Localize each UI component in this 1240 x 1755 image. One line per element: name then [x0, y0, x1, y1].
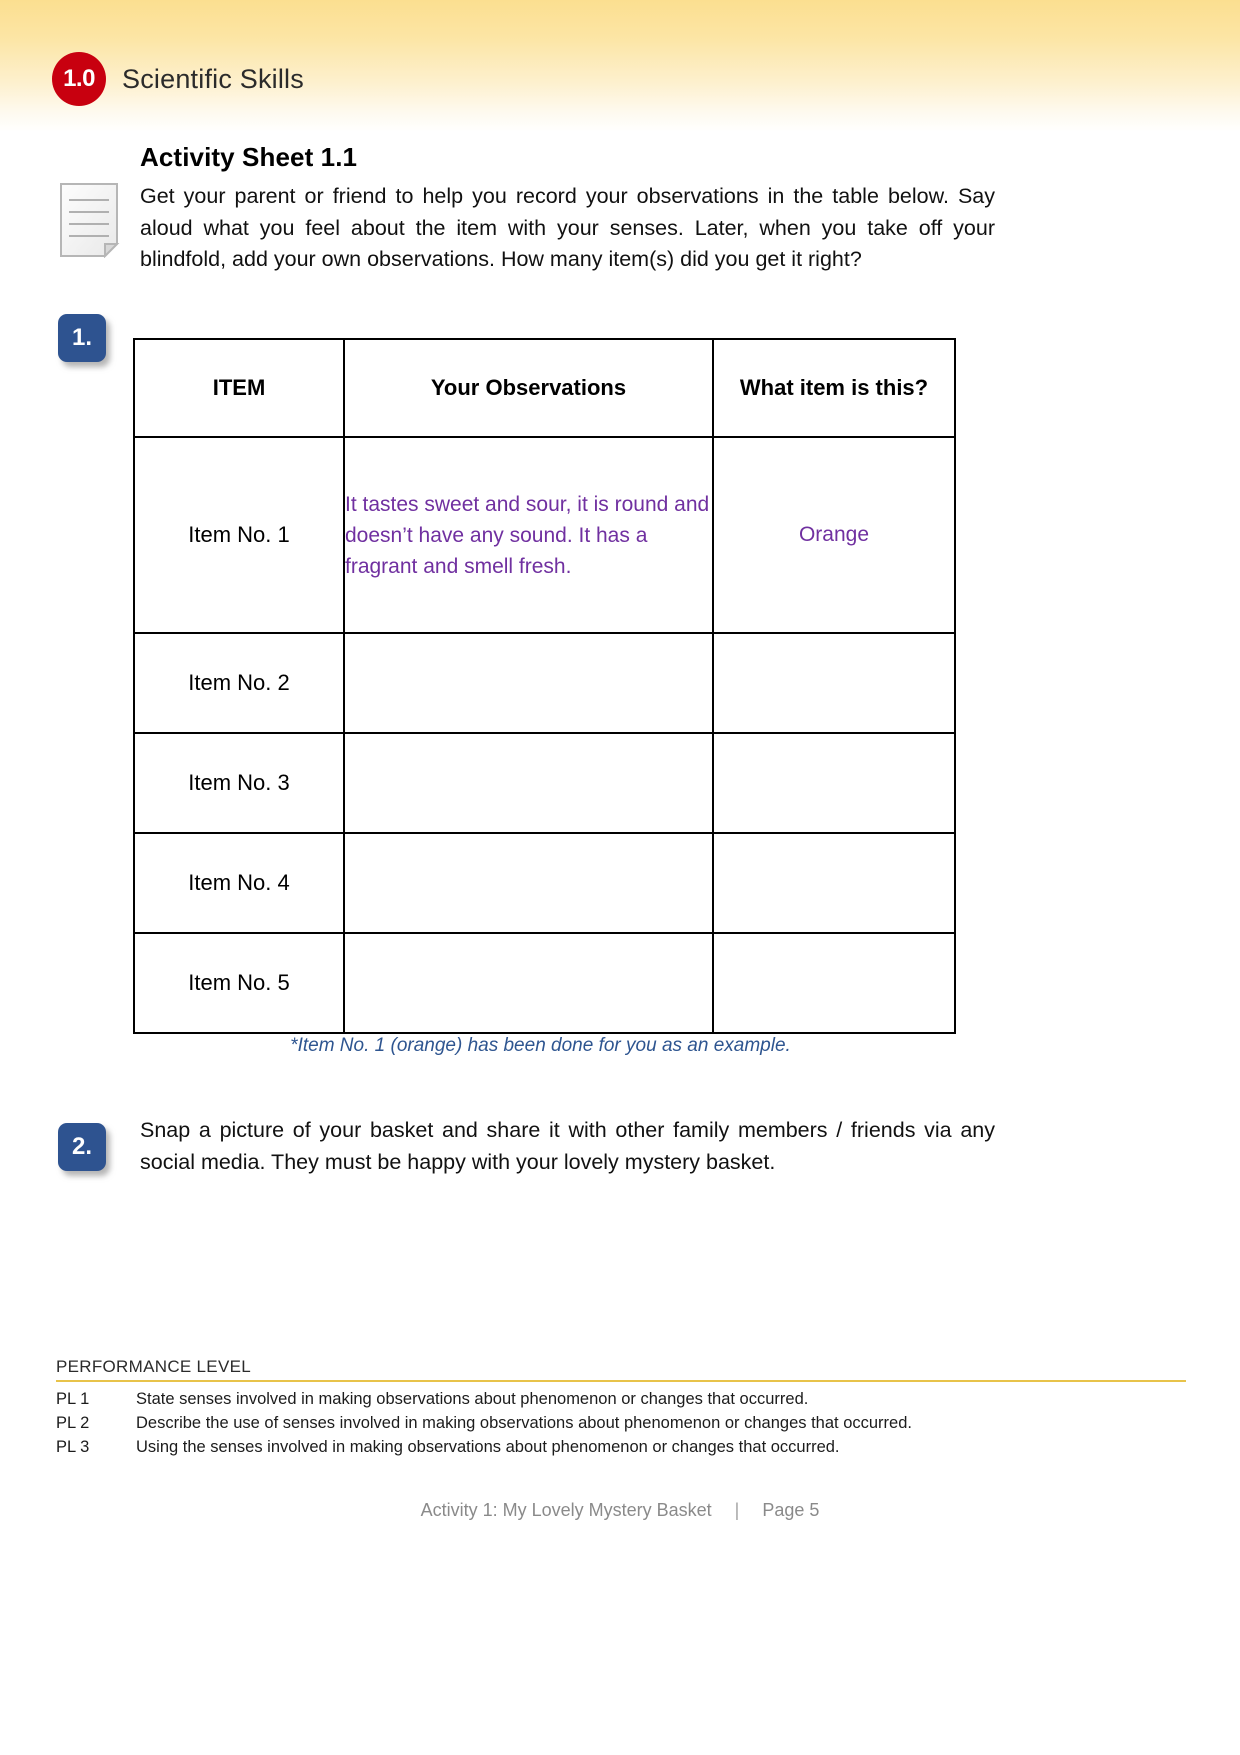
footer-activity-label: Activity 1: My Lovely Mystery Basket: [420, 1500, 712, 1520]
performance-level-description: State senses involved in making observations about phenomenon or changes that occurred.: [136, 1390, 809, 1408]
table-row: [134, 437, 955, 633]
page-footer: [0, 1500, 1240, 1521]
table-header-row: [134, 339, 955, 437]
activity-sheet-intro: [140, 142, 995, 276]
step-2-paragraph: Snap a picture of your basket and share it with other family members / friends via any social media. They must be happy with your lovely mystery basket.: [140, 1118, 995, 1174]
cell-answer[interactable]: [713, 933, 955, 1033]
performance-level-description: Using the senses involved in making observations about phenomenon or changes that occurred.: [136, 1438, 840, 1456]
cell-observations[interactable]: It tastes sweet and sour, it is round and doesn’t have any sound. It has a fragrant and smell fresh.: [344, 437, 713, 633]
chapter-title: Scientific Skills: [122, 63, 304, 94]
cell-answer[interactable]: [713, 833, 955, 933]
step-2-badge: 2.: [58, 1123, 106, 1171]
cell-observations[interactable]: [344, 933, 713, 1033]
cell-item-label: Item No. 5: [134, 933, 344, 1033]
table-row: [134, 833, 955, 933]
document-icon: [58, 182, 120, 258]
performance-level-code: PL 1: [56, 1390, 90, 1408]
performance-level-heading: PERFORMANCE LEVEL: [56, 1357, 1186, 1382]
cell-answer[interactable]: [713, 733, 955, 833]
footer-separator: |: [734, 1500, 740, 1520]
cell-observations[interactable]: [344, 833, 713, 933]
cell-item-label: Item No. 1: [134, 437, 344, 633]
cell-item-label: Item No. 3: [134, 733, 344, 833]
table-row: [134, 633, 955, 733]
header: [52, 52, 304, 106]
page-title: Activity Sheet 1.1: [140, 142, 358, 172]
cell-item-label: Item No. 2: [134, 633, 344, 733]
intro-paragraph: Get your parent or friend to help you record your observations in the table below. Say aloud what you feel about the item with your senses. Later, when you take off your blindfold, add your own observations. How many item(s) did you get it right?: [140, 184, 995, 271]
table-row: [134, 933, 955, 1033]
cell-item-label: Item No. 4: [134, 833, 344, 933]
performance-level-block: [56, 1357, 1186, 1459]
cell-observations[interactable]: [344, 633, 713, 733]
observations-table: [133, 338, 956, 1034]
cell-observations[interactable]: [344, 733, 713, 833]
cell-answer[interactable]: Orange: [713, 437, 955, 633]
column-header-item: ITEM: [134, 339, 344, 437]
performance-level-row: [56, 1388, 1186, 1411]
cell-answer[interactable]: [713, 633, 955, 733]
table-caption: *Item No. 1 (orange) has been done for you as an example.: [290, 1035, 791, 1056]
column-header-observations: Your Observations: [344, 339, 713, 437]
column-header-what-item: What item is this?: [713, 339, 955, 437]
performance-level-code: PL 2: [56, 1414, 90, 1432]
performance-level-code: PL 3: [56, 1438, 90, 1456]
performance-level-row: [56, 1436, 1186, 1459]
performance-level-row: [56, 1412, 1186, 1435]
step-1-badge: 1.: [58, 314, 106, 362]
chapter-number-badge: 1.0: [52, 52, 106, 106]
performance-level-description: Describe the use of senses involved in making observations about phenomenon or changes that occurred.: [136, 1414, 912, 1432]
table-row: [134, 733, 955, 833]
footer-page-number: Page 5: [762, 1500, 820, 1520]
